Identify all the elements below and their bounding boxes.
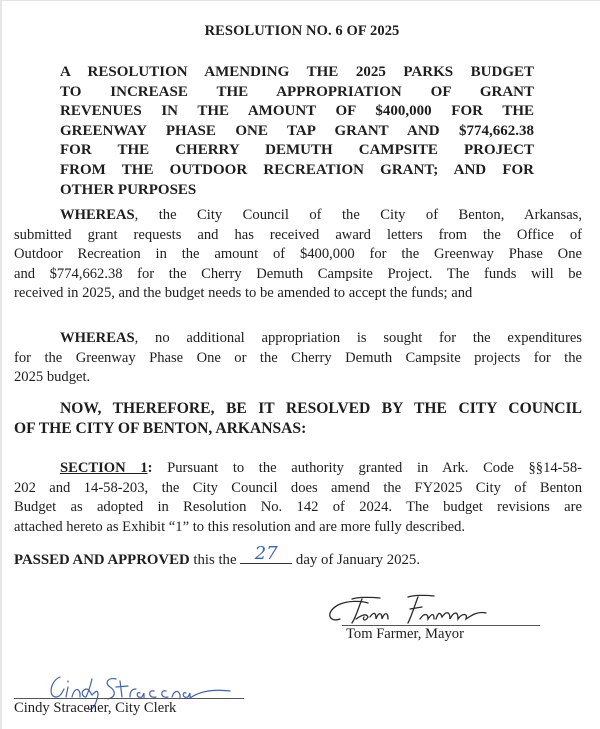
heading-line: FOR THE CHERRY DEMUTH CAMPSITE PROJECT	[60, 142, 534, 159]
paragraph-text: , the City Council of the City of Benton, Arkansas,	[134, 207, 582, 223]
paragraph-line: and $774,662.38 for the Cherry Demuth Campsite Project. The funds will be	[14, 265, 582, 282]
paragraph-line	[14, 206, 582, 226]
paragraph-line	[14, 329, 582, 349]
resolution-title: RESOLUTION NO. 6 OF 2025	[204, 23, 400, 39]
paragraph-line: 2025 budget.	[14, 369, 91, 385]
paragraph-text: Pursuant to the authority granted in Ark. Code §§14-58-	[152, 460, 582, 476]
resolved-line: OF THE CITY OF BENTON, ARKANSAS:	[14, 420, 307, 437]
passed-text: day of January 2025.	[292, 552, 421, 568]
resolved-clause	[14, 399, 582, 439]
mayor-signature	[322, 589, 542, 629]
mayor-name: Tom Farmer, Mayor	[346, 626, 464, 642]
clerk-name: Cindy Stracener, City Clerk	[14, 700, 177, 716]
day-blank	[240, 543, 292, 564]
paragraph-line: Outdoor Recreation in the amount of $400,000 for the Greenway Phase One	[14, 246, 582, 262]
paragraph-line: submitted grant requests and has received award letters from the Office of	[14, 226, 582, 243]
handwritten-day: 27	[254, 543, 278, 564]
heading-line: GREENWAY PHASE ONE TAP GRANT AND $774,662.38	[60, 122, 534, 139]
heading-line: TO INCREASE THE APPROPRIATION OF GRANT	[60, 83, 534, 100]
whereas-paragraph-2	[14, 329, 582, 388]
section-colon: :	[147, 460, 153, 476]
heading-line: REVENUES IN THE AMOUNT OF $400,000 FOR THE	[60, 103, 534, 120]
heading-line: FROM THE OUTDOOR RECREATION GRANT; AND FOR	[60, 161, 534, 178]
heading-line: A RESOLUTION AMENDING THE 2025 PARKS BUDGET	[60, 64, 534, 80]
passed-text: this the	[189, 552, 241, 568]
resolved-text: NOW, THEREFORE, BE IT RESOLVED BY THE CITY COUNCIL	[60, 400, 582, 417]
section-label: SECTION 1	[60, 460, 148, 476]
paragraph-line: for the Greenway Phase One or the Cherry Demuth Campsite projects for the	[14, 349, 582, 366]
whereas-lead: WHEREAS	[60, 207, 135, 223]
whereas-paragraph-1	[14, 206, 582, 304]
resolution-heading	[60, 63, 534, 200]
heading-line: OTHER PURPOSES	[60, 181, 197, 198]
paragraph-text: , no additional appropriation is sought for the expenditures	[134, 330, 582, 346]
paragraph-line: received in 2025, and the budget needs to be amended to accept the funds; and	[14, 285, 473, 301]
whereas-lead: WHEREAS	[60, 330, 135, 346]
passed-and-approved	[14, 543, 421, 569]
paragraph-line: 202 and 14-58-203, the City Council does amend the FY2025 City of Benton	[14, 479, 582, 496]
paragraph-line: Budget as adopted in Resolution No. 142 of 2024. The budget revisions are	[14, 499, 582, 515]
paragraph-line	[14, 459, 582, 479]
section-1-paragraph	[14, 459, 582, 537]
resolved-line	[14, 399, 582, 419]
passed-lead: PASSED AND APPROVED	[14, 552, 190, 568]
paragraph-line: attached hereto as Exhibit “1” to this resolution and are more fully described.	[14, 518, 466, 535]
clerk-signature-line	[14, 698, 244, 699]
